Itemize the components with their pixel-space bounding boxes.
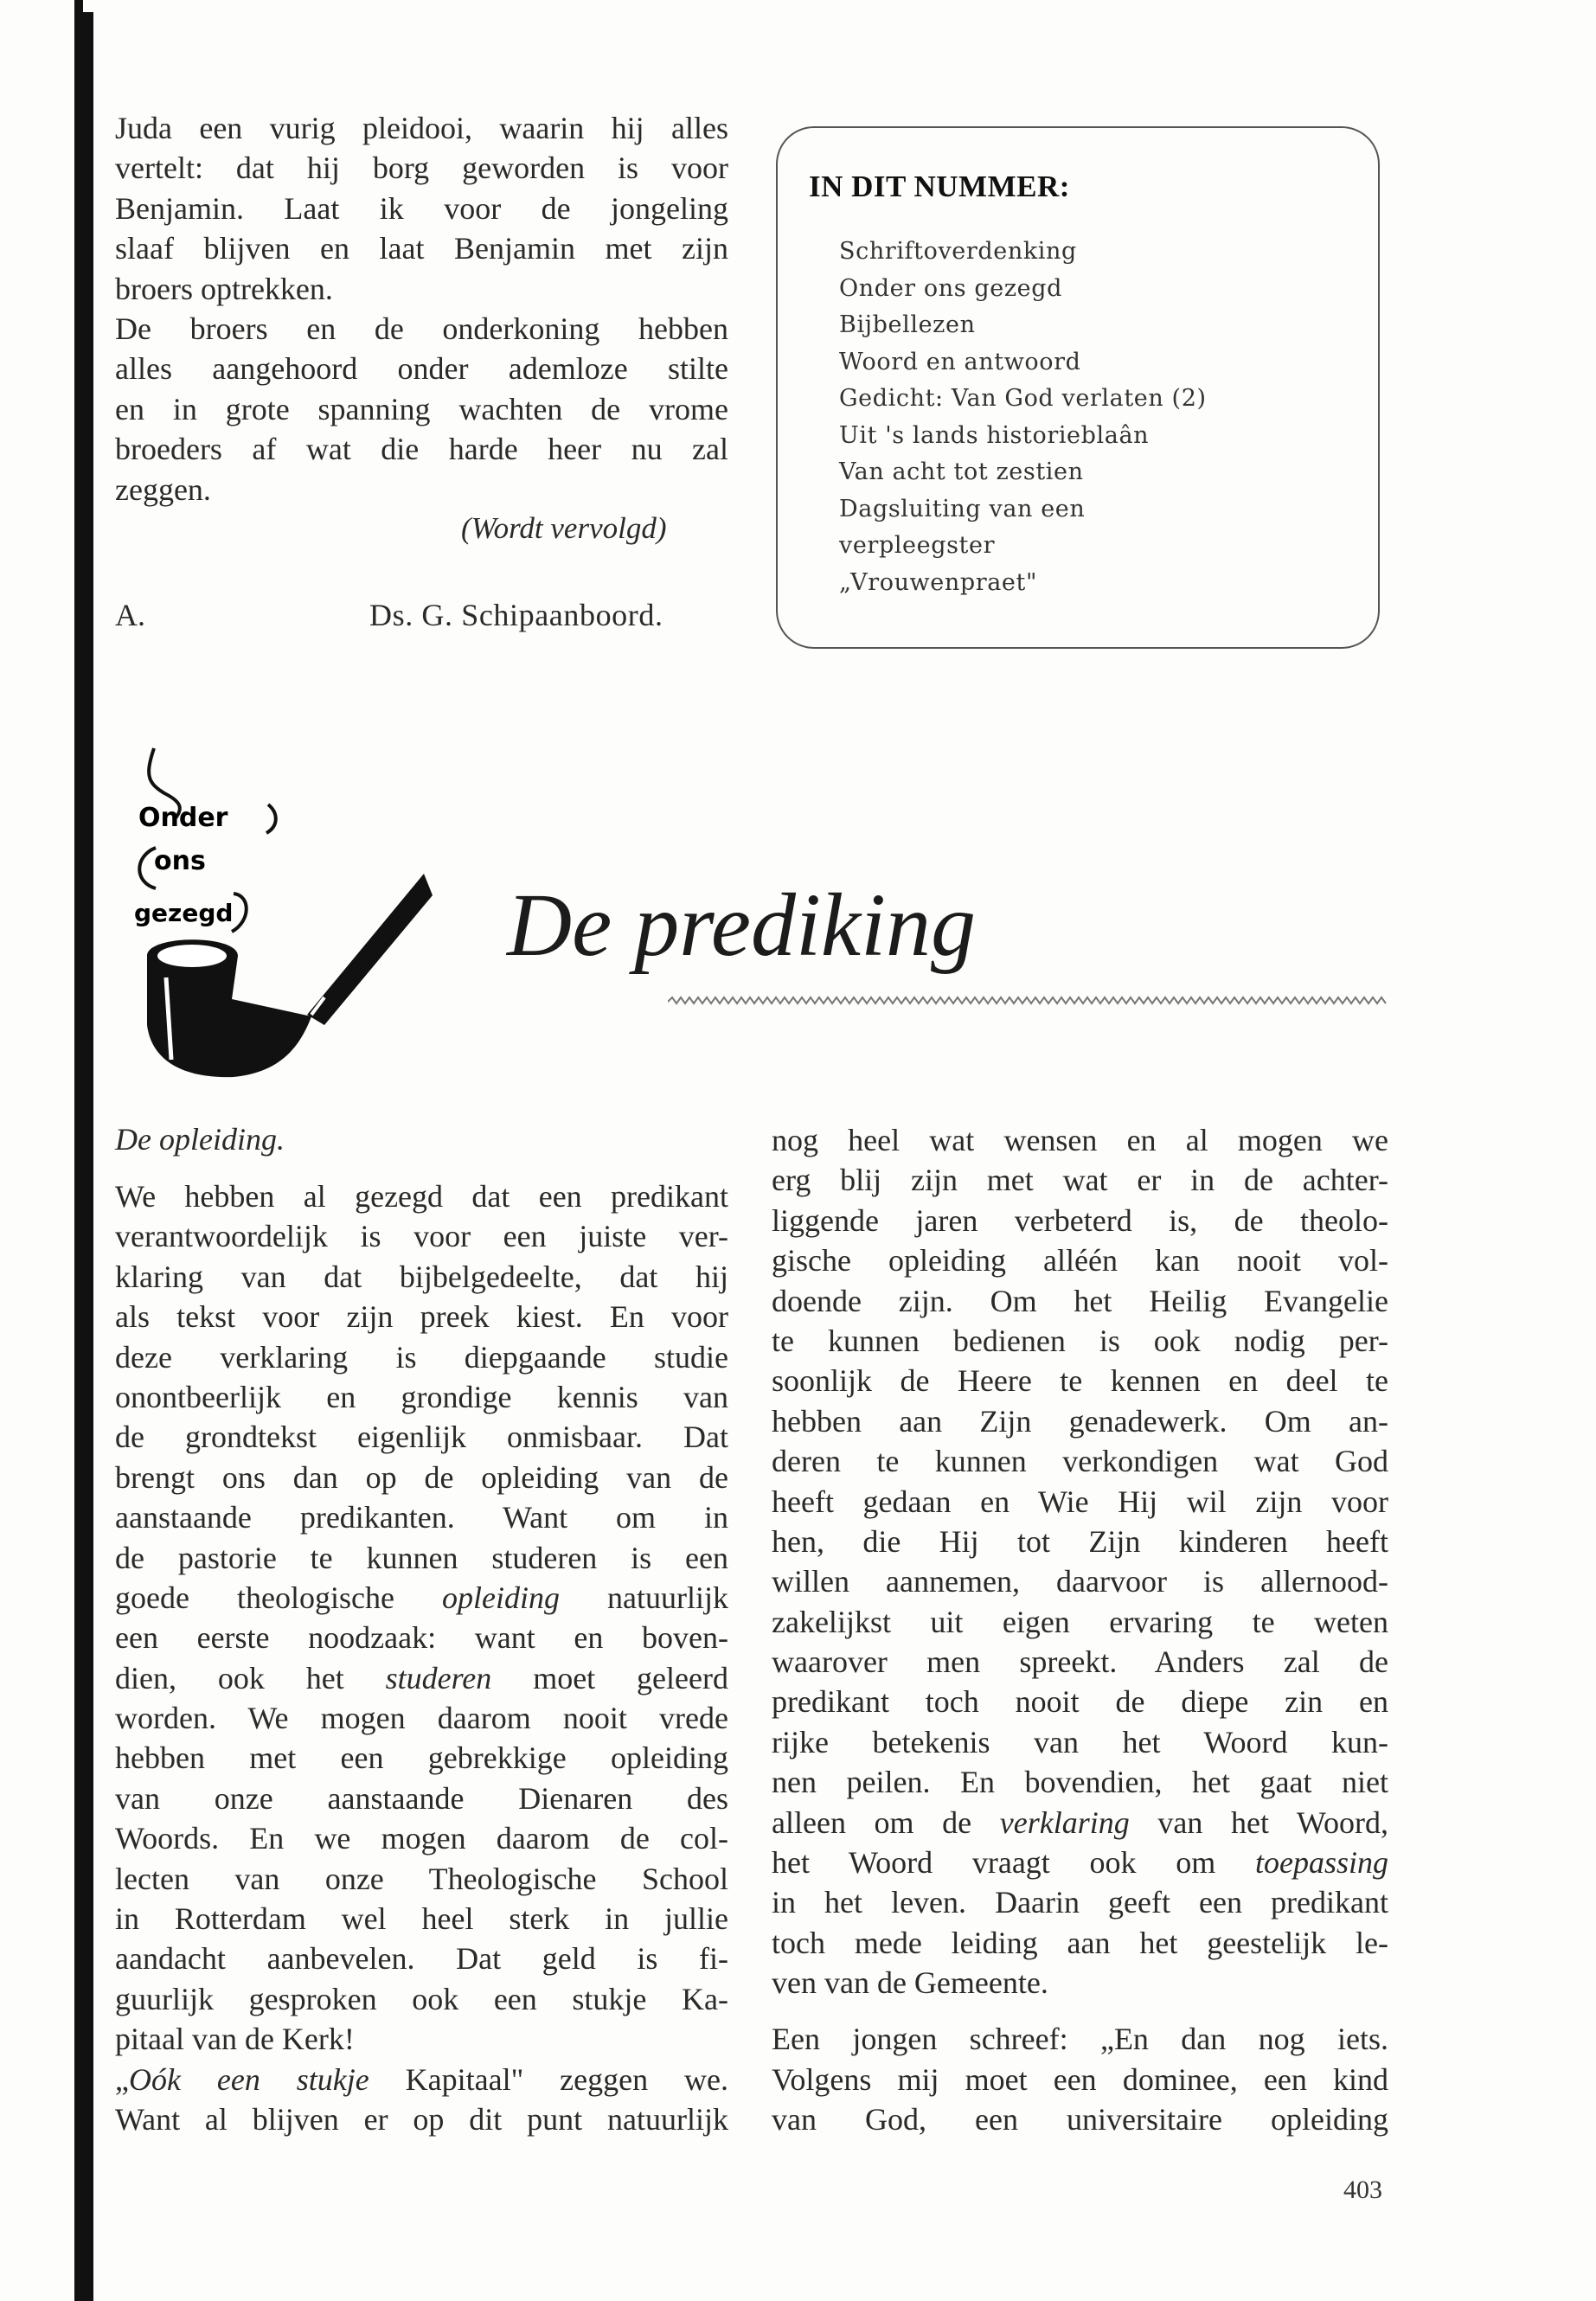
- previous-article-ending: [115, 108, 728, 510]
- text-line: [772, 1441, 1388, 1481]
- contents-item: verpleegster: [839, 532, 996, 559]
- text-line: [115, 1257, 728, 1297]
- logo-word-ons: ons: [154, 846, 206, 876]
- text-segment: erg blij zijn met wat er in de achter-: [772, 1163, 1388, 1198]
- text-line: zeggen.: [115, 471, 211, 507]
- text-segment: een eerste noodzaak: want en boven-: [115, 1620, 728, 1656]
- emphasis-text: verklaring: [999, 1804, 1130, 1840]
- text-segment: rijke betekenis van het Woord kun-: [772, 1724, 1388, 1759]
- text-line: [115, 1939, 728, 1978]
- text-segment: brengt ons dan op de opleiding van de: [115, 1459, 728, 1495]
- article-right-column: [772, 1120, 1388, 2139]
- text-line: [772, 1361, 1388, 1400]
- pipe-logo-icon: [130, 740, 458, 1086]
- text-line: [115, 1176, 728, 1216]
- text-segment: nog heel wat wensen en al mogen we: [772, 1123, 1388, 1157]
- text-segment: ven van de Gemeente.: [772, 1965, 1048, 2001]
- text-line: [115, 1578, 728, 1618]
- text-line: [772, 1120, 1388, 1160]
- text-line: [772, 1642, 1388, 1682]
- text-line: alles aangehoord onder ademloze stilte: [115, 351, 728, 387]
- text-line: [772, 1401, 1388, 1441]
- text-segment: toch mede leiding aan het geestelijk le-: [772, 1925, 1388, 1960]
- text-line: [115, 2060, 728, 2099]
- text-segment: aanstaande predikanten. Want om in: [115, 1500, 728, 1535]
- text-line: [772, 1160, 1388, 1200]
- scan-edge-bar: [74, 12, 93, 2301]
- text-segment: hebben aan Zijn genadewerk. Om an-: [772, 1403, 1388, 1439]
- contents-item: Van acht tot zestien: [839, 458, 1084, 485]
- wavy-divider: [668, 995, 1390, 1009]
- text-line: [772, 1722, 1388, 1762]
- text-line: [115, 2099, 728, 2139]
- text-segment: de pastorie te kunnen studeren is een: [115, 1540, 728, 1575]
- text-line: [772, 1923, 1388, 1963]
- emphasis-text: toepassing: [1254, 1845, 1388, 1881]
- text-line: [115, 1698, 728, 1738]
- text-line: [772, 1321, 1388, 1361]
- text-segment: Want al blijven er op dit punt natuurlijk: [115, 2101, 728, 2137]
- text-line: [772, 1561, 1388, 1601]
- text-segment: „: [115, 2061, 129, 2097]
- text-segment: deze verklaring is diepgaande studie: [115, 1339, 728, 1375]
- text-line: [772, 1281, 1388, 1321]
- text-line: [772, 1522, 1388, 1561]
- text-segment: predikant toch nooit de diepe zin en: [772, 1684, 1388, 1720]
- text-line: [772, 1482, 1388, 1522]
- text-segment: aandacht aanbevelen. Dat geld is fi-: [115, 1941, 728, 1977]
- text-line: [115, 1417, 728, 1457]
- contents-item: Dagsluiting van een: [839, 495, 1086, 522]
- text-line: broers optrekken.: [115, 271, 333, 306]
- text-segment: van onze aanstaande Dienaren des: [115, 1780, 728, 1816]
- text-line: [115, 1859, 728, 1899]
- text-segment: het Woord vraagt ook om: [772, 1845, 1255, 1881]
- text-segment: Kapitaal" zeggen we.: [369, 2061, 729, 2097]
- author-initial: A.: [115, 598, 145, 632]
- text-line: [115, 1779, 728, 1818]
- text-segment: lecten van onze Theologische School: [115, 1861, 728, 1896]
- text-segment: deren te kunnen verkondigen wat God: [772, 1444, 1388, 1479]
- text-line: [772, 1963, 1388, 2003]
- section-subheading: De opleiding.: [115, 1122, 285, 1157]
- text-line: [115, 1497, 728, 1537]
- contents-item: Woord en antwoord: [839, 348, 1081, 375]
- logo-word-onder: Onder: [138, 803, 228, 833]
- text-segment: nen peilen. En bovendien, het gaat niet: [772, 1765, 1388, 1800]
- text-segment: We hebben al gezegd dat een predikant: [115, 1179, 728, 1214]
- text-line: broeders af wat die harde heer nu zal: [115, 432, 728, 467]
- text-line: Benjamin. Laat ik voor de jongeling: [115, 190, 728, 226]
- text-segment: dien, ook het: [115, 1660, 386, 1695]
- text-line: slaaf blijven en laat Benjamin met zijn: [115, 231, 728, 266]
- text-segment: natuurlijk: [559, 1580, 728, 1615]
- text-segment: klaring van dat bijbelgedeelte, dat hij: [115, 1259, 728, 1294]
- text-segment: Woords. En we mogen daarom de col-: [115, 1821, 728, 1856]
- contents-item: „Vrouwenpraet": [839, 568, 1037, 596]
- contents-title: IN DIT NUMMER:: [809, 170, 1070, 203]
- text-segment: Volgens mij moet een dominee, een kind: [772, 2061, 1388, 2097]
- text-segment: hen, die Hij tot Zijn kinderen heeft: [772, 1523, 1388, 1559]
- text-segment: alleen om de: [772, 1804, 1000, 1840]
- contents-item: Gedicht: Van God verlaten (2): [839, 385, 1207, 412]
- text-line: [115, 1538, 728, 1578]
- contents-item: Schriftoverdenking: [839, 238, 1077, 265]
- page-number: 403: [1343, 2176, 1382, 2204]
- emphasis-text: opleiding: [441, 1580, 560, 1615]
- text-segment: gische opleiding alléén kan nooit vol-: [772, 1243, 1388, 1279]
- text-segment: Een jongen schreef: „En dan nog iets.: [772, 2022, 1388, 2057]
- text-line: [115, 1658, 728, 1698]
- text-segment: goede theologische: [115, 1580, 442, 1615]
- text-segment: de grondtekst eigenlijk onmisbaar. Dat: [115, 1420, 728, 1455]
- text-segment: zakelijkst uit eigen ervaring te weten: [772, 1604, 1388, 1639]
- text-line: [772, 1762, 1388, 1802]
- text-line: [115, 1297, 728, 1336]
- text-line: [115, 1818, 728, 1858]
- text-segment: van God, een universitaire opleiding: [772, 2101, 1388, 2137]
- author-signature: Ds. G. Schipaanboord.: [369, 598, 663, 632]
- text-segment: moet geleerd: [491, 1660, 728, 1695]
- text-line: [115, 1979, 728, 2019]
- logo-word-gezegd: gezegd: [134, 899, 234, 927]
- text-line: [115, 1899, 728, 1939]
- text-segment: worden. We mogen daarom nooit vrede: [115, 1701, 728, 1736]
- contents-list: [839, 234, 1207, 601]
- text-line: Juda een vurig pleidooi, waarin hij alles: [115, 111, 728, 145]
- text-line: vertelt: dat hij borg geworden is voor: [115, 151, 728, 186]
- text-line: [115, 1458, 728, 1497]
- text-line: [772, 1201, 1388, 1240]
- text-segment: onontbeerlijk en grondige kennis van: [115, 1379, 728, 1414]
- text-segment: heeft gedaan en Wie Hij wil zijn voor: [772, 1484, 1388, 1519]
- text-line: [115, 1216, 728, 1256]
- text-segment: van het Woord,: [1129, 1804, 1388, 1840]
- text-line: [772, 1803, 1388, 1843]
- text-line: De broers en de onderkoning hebben: [115, 311, 728, 346]
- article-left-column: [115, 1176, 728, 2139]
- text-segment: doende zijn. Om het Heilig Evangelie: [772, 1283, 1388, 1318]
- text-line: [772, 1240, 1388, 1280]
- text-line: [772, 1882, 1388, 1922]
- contents-item: Uit 's lands historieblaân: [839, 421, 1150, 449]
- text-line: [115, 1738, 728, 1778]
- text-segment: liggende jaren verbeterd is, de theolo-: [772, 1202, 1388, 1238]
- text-segment: pitaal van de Kerk!: [115, 2022, 355, 2057]
- emphasis-text: studeren: [385, 1660, 492, 1695]
- text-line: [772, 2060, 1388, 2099]
- text-segment: te kunnen bedienen is ook nodig per-: [772, 1323, 1388, 1358]
- text-segment: hebben met een gebrekkige opleiding: [115, 1740, 728, 1776]
- text-line: [772, 1602, 1388, 1642]
- text-segment: in het leven. Daarin geeft een predikant: [772, 1885, 1388, 1920]
- text-segment: in Rotterdam wel heel sterk in jullie: [115, 1901, 728, 1937]
- text-line: [772, 1843, 1388, 1882]
- text-segment: soonlijk de Heere te kennen en deel te: [772, 1363, 1388, 1399]
- text-line: [115, 1337, 728, 1377]
- text-line: en in grote spanning wachten de vrome: [115, 391, 728, 426]
- emphasis-text: Oók een stukje: [128, 2061, 369, 2097]
- text-line: [115, 2019, 728, 2059]
- text-segment: verantwoordelijk is voor een juiste ver-: [115, 1219, 728, 1254]
- text-segment: guurlijk gesproken ook een stukje Ka-: [115, 1981, 728, 2016]
- text-line: [772, 2099, 1388, 2139]
- text-segment: als tekst voor zijn preek kiest. En voor: [115, 1299, 728, 1335]
- text-line: [115, 1618, 728, 1657]
- continued-note: (Wordt vervolgd): [461, 511, 667, 545]
- text-line: [115, 1377, 728, 1417]
- contents-item: Bijbellezen: [839, 311, 976, 338]
- text-segment: waarover men spreekt. Anders zal de: [772, 1644, 1388, 1680]
- text-line: [772, 1682, 1388, 1721]
- contents-item: Onder ons gezegd: [839, 274, 1062, 302]
- text-line: [772, 2019, 1388, 2059]
- text-segment: willen aannemen, daarvoor is allernood-: [772, 1564, 1388, 1599]
- article-title: De prediking: [507, 875, 976, 975]
